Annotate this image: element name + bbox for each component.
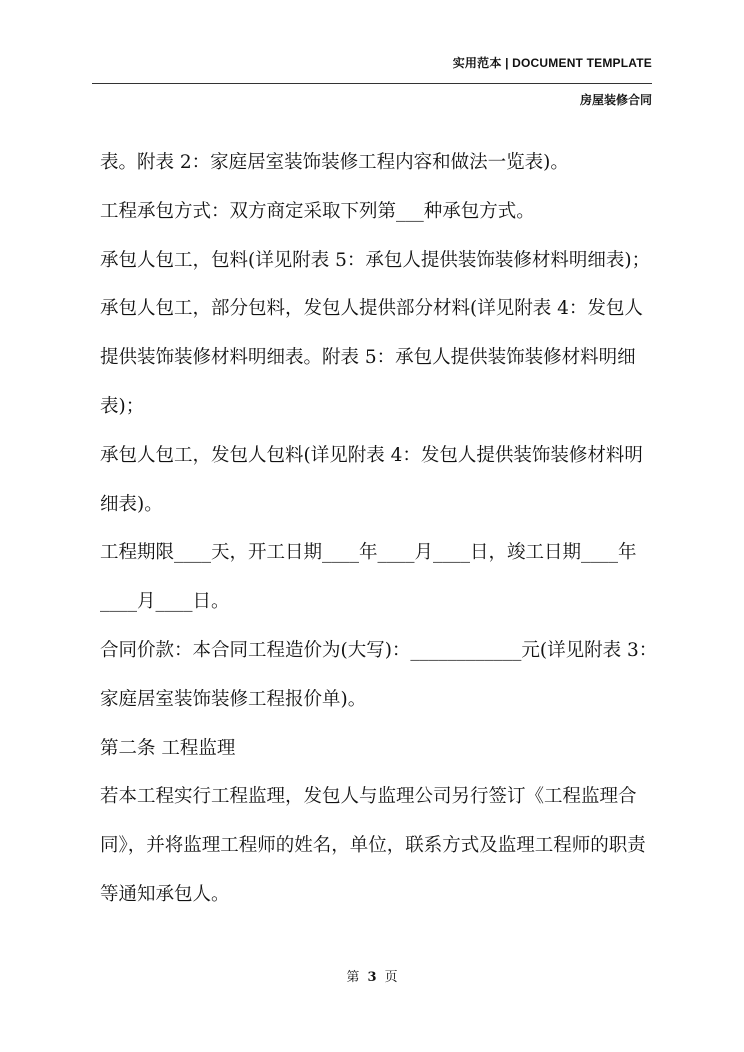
page-footer: [0, 966, 744, 985]
body-line-6: 表)；: [100, 395, 145, 417]
header-divider: [92, 83, 652, 84]
body-line-16: 等通知承包人。: [100, 883, 230, 905]
body-line-5: 提供装饰装修材料明细表。附表 5：承包人提供装饰装修材料明细: [100, 347, 636, 369]
document-header-subtitle: 房屋装修合同: [579, 93, 652, 107]
body-line-15: 同》，并将监理工程师的姓名，单位，联系方式及监理工程师的职责: [100, 835, 646, 857]
body-line-12: 家庭居室装饰装修工程报价单)。: [100, 688, 367, 710]
page-number: 3: [367, 970, 377, 985]
body-line-2: 工程承包方式：双方商定采取下列第___种承包方式。: [100, 200, 535, 222]
body-line-9: 工程期限____天，开工日期____年____月____日，竣工日期____年: [100, 542, 637, 564]
body-line-8: 细表)。: [100, 493, 163, 515]
document-header-title: 实用范本 | DOCUMENT TEMPLATE: [452, 56, 652, 70]
body-line-11: 合同价款：本合同工程造价为(大写)：____________元(详见附表 3：: [100, 639, 658, 661]
body-line-3: 承包人包工，包料(详见附表 5：承包人提供装饰装修材料明细表)；: [100, 249, 651, 271]
section-heading: 第二条 工程监理: [100, 737, 236, 759]
body-line-7: 承包人包工，发包人包料(详见附表 4：发包人提供装饰装修材料明: [100, 444, 643, 466]
contract-body: [100, 139, 660, 920]
body-line-14: 若本工程实行工程监理，发包人与监理公司另行签订《工程监理合: [100, 786, 637, 808]
body-line-10: ____月____日。: [100, 591, 230, 613]
page-suffix: 页: [384, 970, 398, 985]
body-line-4: 承包人包工，部分包料，发包人提供部分材料(详见附表 4：发包人: [100, 298, 643, 320]
page-prefix: 第: [346, 970, 360, 985]
body-line-1: 表。附表 2：家庭居室装饰装修工程内容和做法一览表)。: [100, 152, 569, 173]
